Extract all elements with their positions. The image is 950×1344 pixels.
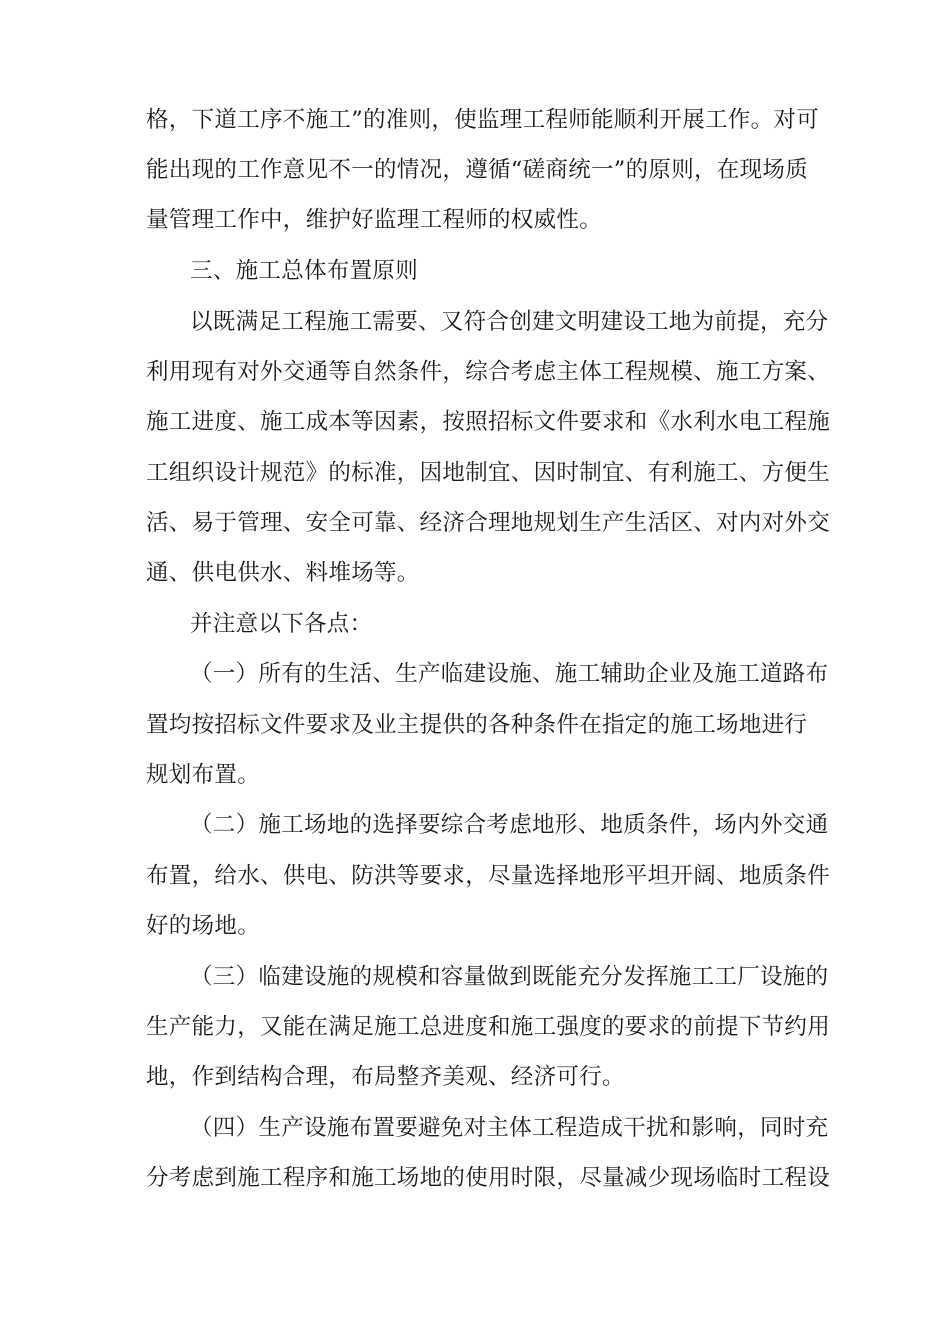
text-line: 以既满足工程施工需要、又符合创建文明建设工地为前提，充分 [190, 309, 829, 335]
text-line: 通、供电供水、料堆场等。 [146, 560, 420, 586]
text-line: 分考虑到施工程序和施工场地的使用时限，尽量减少现场临时工程设 [146, 1165, 831, 1191]
list-item: （四）生产设施布置要避免对主体工程造成干扰和影响，同时充 [190, 1115, 829, 1141]
text-line: 利用现有对外交通等自然条件，综合考虑主体工程规模、施工方案、 [146, 359, 831, 385]
text-line: 施工进度、施工成本等因素，按照招标文件要求和《水利水电工程施 [146, 409, 831, 435]
text-line: 能出现的工作意见不一的情况，遵循“磋商统一”的原则，在现场质 [146, 157, 809, 183]
text-line: 好的场地。 [146, 913, 261, 939]
text-line: 规划布置。 [146, 762, 261, 788]
text-line: 地，作到结构合理，布局整齐美观、经济可行。 [146, 1064, 625, 1090]
text-line: 并注意以下各点： [190, 611, 373, 637]
text-line: 活、易于管理、安全可靠、经济合理地规划生产生活区、对内对外交 [146, 510, 831, 536]
text-line: 格，下道工序不施工”的准则，使监理工程师能顺利开展工作。对可 [146, 107, 820, 133]
text-line: 生产能力，又能在满足施工总进度和施工强度的要求的前提下节约用 [146, 1014, 831, 1040]
text-line: 量管理工作中，维护好监理工程师的权威性。 [146, 207, 603, 233]
list-item: （一）所有的生活、生产临建设施、施工辅助企业及施工道路布 [190, 661, 829, 687]
text-line: 置均按招标文件要求及业主提供的各种条件在指定的施工场地进行 [146, 712, 808, 738]
list-item: （二）施工场地的选择要综合考虑地形、地质条件，场内外交通 [190, 812, 829, 838]
text-line: 布置，给水、供电、防洪等要求，尽量选择地形平坦开阔、地质条件 [146, 863, 831, 889]
list-item: （三）临建设施的规模和容量做到既能充分发挥施工工厂设施的 [190, 964, 829, 990]
text-line: 工组织设计规范》的标准，因地制宜、因时制宜、有利施工、方便生 [146, 460, 831, 486]
section-heading: 三、施工总体布置原则 [190, 258, 419, 284]
